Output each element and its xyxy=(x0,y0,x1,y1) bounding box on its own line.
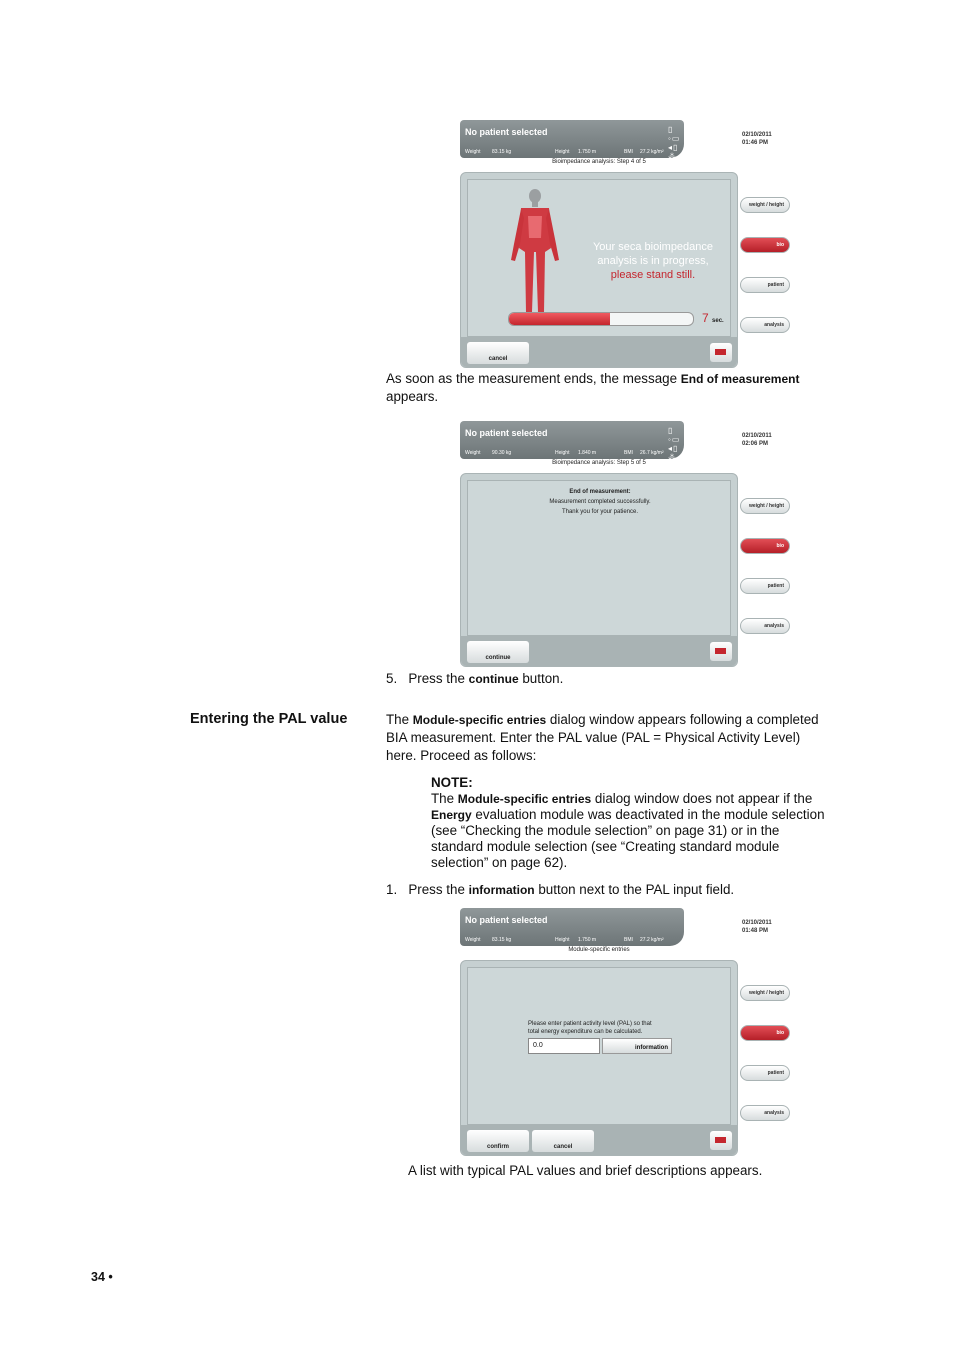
progress-fill xyxy=(509,313,610,325)
bottom-bar xyxy=(461,1125,737,1155)
pal-input[interactable]: 0.0 xyxy=(528,1038,600,1054)
side-button-weight-height[interactable]: weight / height xyxy=(740,498,790,514)
final-sentence: A list with typical PAL values and brief descriptions appears. xyxy=(408,1163,763,1178)
countdown: 7 sec. xyxy=(702,311,724,325)
information-button[interactable]: information xyxy=(602,1038,672,1054)
page-number: 34 • xyxy=(91,1270,113,1284)
patient-title: No patient selected xyxy=(465,915,548,925)
step-label: Bioimpedance analysis: Step 5 of 5 xyxy=(552,460,646,466)
confirm-button[interactable]: confirm xyxy=(467,1130,529,1152)
measurement-summary: Weight 83.15 kg Height 1.750 m BMI 27.2 kg/m² xyxy=(465,149,664,155)
patient-title: No patient selected xyxy=(465,127,548,137)
status-icons: ▯ ◦▭ ◂▯ ⁂ xyxy=(668,426,681,462)
measurement-summary: Weight 83.15 kg Height 1.750 m BMI 27.2 kg/m² xyxy=(465,937,664,943)
header-bar xyxy=(460,120,684,161)
stop-icon[interactable] xyxy=(710,343,732,362)
screenshot-bio-step5 xyxy=(460,421,794,667)
pal-prompt: Please enter patient activity level (PAL) so that total energy expenditure can be calculated. xyxy=(528,1021,652,1035)
side-button-analysis[interactable]: analysis xyxy=(740,618,790,634)
status-icons: ▯ ◦▭ ◂▯ ⁂ xyxy=(668,125,681,161)
content-area xyxy=(467,179,731,337)
main-panel xyxy=(460,473,738,667)
stop-icon[interactable] xyxy=(710,1131,732,1150)
date-time: 02/10/2011 01:48 PM xyxy=(742,920,772,934)
header-bar xyxy=(460,908,684,946)
dialog-title: Module-specific entries xyxy=(568,947,630,953)
date-time: 02/10/2011 01:46 PM xyxy=(742,132,772,146)
step-5: 5. Press the continue button. xyxy=(386,671,564,686)
date-time: 02/10/2011 02:06 PM xyxy=(742,433,772,447)
paragraph-end-of-measurement: As soon as the measurement ends, the message End of measurement appears. xyxy=(386,371,800,404)
measurement-summary: Weight 90.30 kg Height 1.840 m BMI 26.7 kg/m² xyxy=(465,450,664,456)
side-button-weight-height[interactable]: weight / height xyxy=(740,197,790,213)
side-button-bio[interactable]: bio xyxy=(740,538,790,554)
screenshot-bio-step4 xyxy=(460,120,794,368)
stop-icon[interactable] xyxy=(710,642,732,661)
content-area xyxy=(467,480,731,636)
side-button-patient[interactable]: patient xyxy=(740,1065,790,1081)
cancel-button[interactable]: cancel xyxy=(532,1130,594,1152)
side-button-analysis[interactable]: analysis xyxy=(740,1105,790,1121)
side-button-analysis[interactable]: analysis xyxy=(740,317,790,333)
screenshot-module-entries xyxy=(460,908,794,1156)
cancel-button[interactable]: cancel xyxy=(467,342,529,364)
main-panel xyxy=(460,172,738,368)
end-message: End of measurement: Measurement completed successfully. Thank you for your patience. xyxy=(549,489,651,515)
bottom-bar xyxy=(461,636,737,666)
continue-button[interactable]: continue xyxy=(467,641,529,663)
section-heading: Entering the PAL value xyxy=(190,711,348,727)
side-button-patient[interactable]: patient xyxy=(740,277,790,293)
step-label: Bioimpedance analysis: Step 4 of 5 xyxy=(552,159,646,165)
body-figure xyxy=(505,188,565,316)
side-button-bio[interactable]: bio xyxy=(740,1025,790,1041)
bottom-bar xyxy=(461,337,737,367)
side-button-patient[interactable]: patient xyxy=(740,578,790,594)
progress-message: Your seca bioimpedance analysis is in progress, please stand still. xyxy=(592,241,714,281)
patient-title: No patient selected xyxy=(465,428,548,438)
progress-bar xyxy=(508,312,694,326)
step-1: 1. Press the information button next to the PAL input field. xyxy=(386,882,735,897)
side-button-bio[interactable]: bio xyxy=(740,237,790,253)
note-block: NOTE: The Module-specific entries dialog window does not appear if the Energy evaluation module was deactivated in the module selection (see “Checking the module selection” on page 31) or in the standard module selection (see “Creating standard module selection” on page 62). xyxy=(431,775,825,870)
paragraph-module-entries: The Module-specific entries dialog window appears following a completed BIA measurement. Enter the PAL value (PAL = Physical Activity Level) here. Proceed as follows: xyxy=(386,712,819,763)
main-panel xyxy=(460,960,738,1156)
content-area xyxy=(467,967,731,1125)
side-button-weight-height[interactable]: weight / height xyxy=(740,985,790,1001)
header-bar xyxy=(460,421,684,462)
